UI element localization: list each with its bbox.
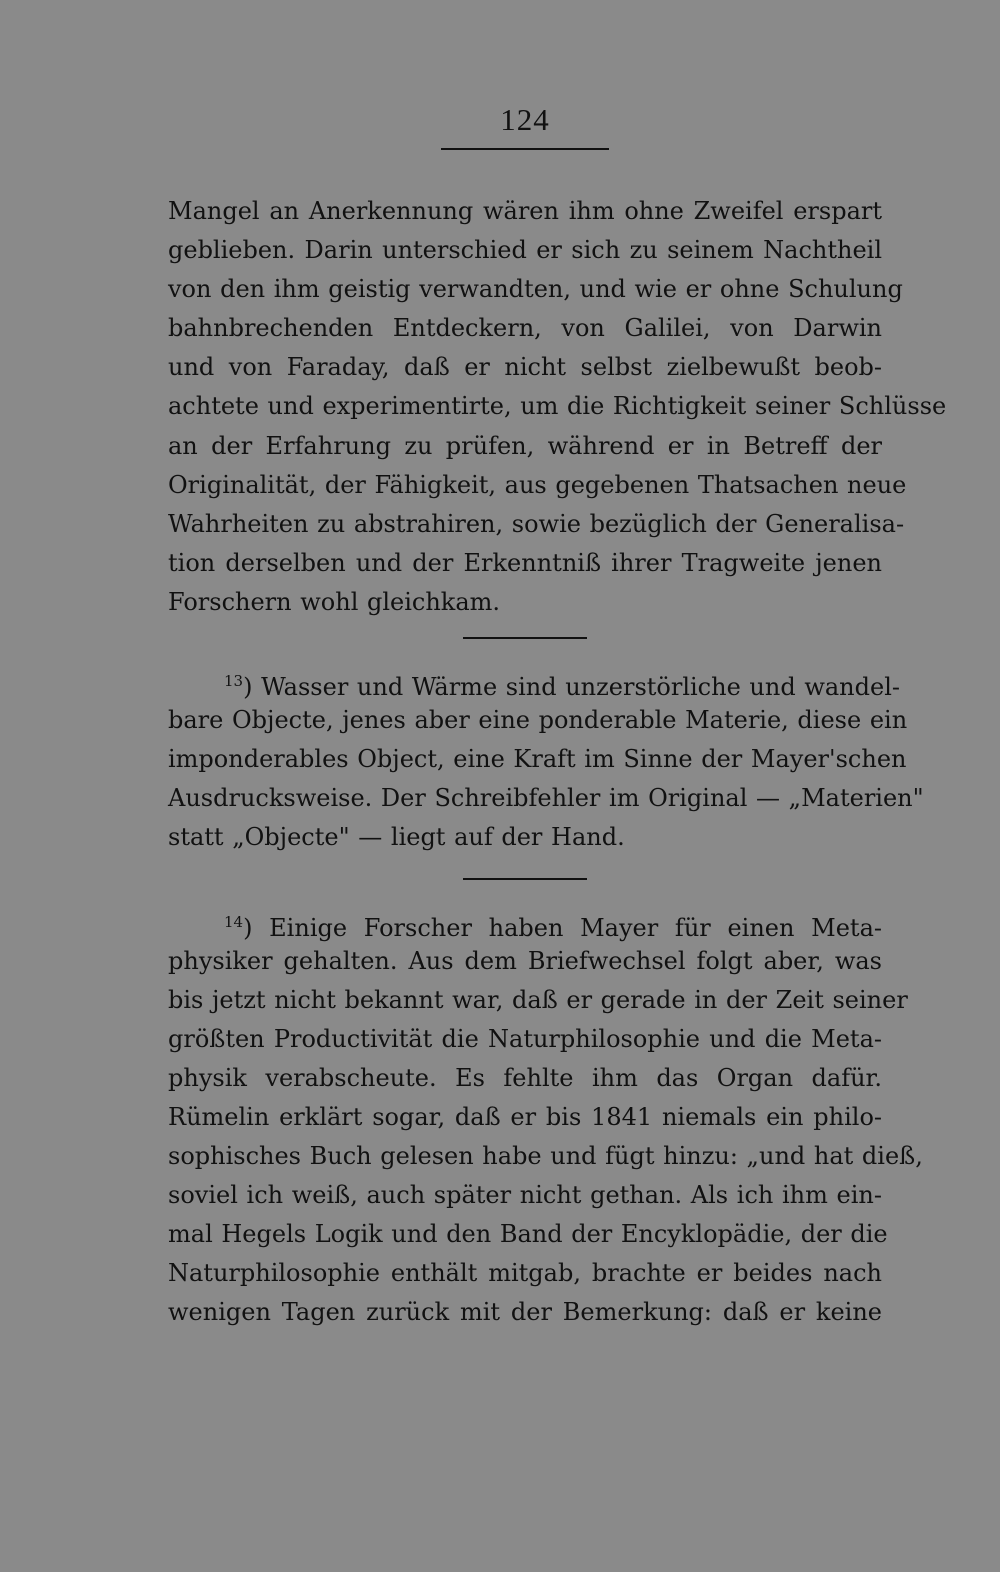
footnote-first-line-text: ) Einige Forscher haben Mayer für einen Meta- [243,913,882,942]
footnote-first-line [168,903,882,942]
text-line: Originalität, der Fähigkeit, aus gegebenen Thatsachen neue [168,470,907,499]
text-line: bis jetzt nicht bekannt war, daß er gerade in der Zeit seiner [168,985,908,1014]
footnote-marker: 13 [224,672,244,691]
text-line: Rümelin erklärt sogar, daß er bis 1841 niemals ein philo- [168,1102,882,1131]
text-line: physik verabscheute. Es fehlte ihm das Organ dafür. [168,1063,882,1092]
text-line: sophisches Buch gelesen habe und fügt hinzu: „und hat dieß, [168,1142,923,1171]
text-line: Forschern wohl gleichkam. [168,587,501,616]
text-line: imponderables Object, eine Kraft im Sinne der Mayer'schen [168,745,907,774]
header-rule [441,148,609,150]
text-line: und von Faraday, daß er nicht selbst zielbewußt beob- [168,353,882,382]
text-line: bahnbrechenden Entdeckern, von Galilei, von Darwin [168,314,882,343]
text-line: Wahrheiten zu abstrahiren, sowie bezüglich der Generalisa- [168,509,905,538]
text-line: von den ihm geistig verwandten, und wie er ohne Schulung [168,275,903,304]
text-line: mal Hegels Logik und den Band der Encyklopädie, der die [168,1220,888,1249]
text-line: achtete und experimentirte, um die Richtigkeit seiner Schlüsse [168,392,947,421]
text-line: physiker gehalten. Aus dem Briefwechsel folgt aber, was [168,946,882,975]
footnote-first-line-text: ) Wasser und Wärme sind unzerstörliche und wandel- [243,673,900,702]
text-line: Ausdrucksweise. Der Schreibfehler im Original — „Materien" [168,784,924,813]
text-line: tion derselben und der Erkenntniß ihrer Tragweite jenen [168,548,882,577]
main-paragraph [168,192,947,622]
footnote-marker: 14 [224,912,244,931]
text-line: statt „Objecte" — liegt auf der Hand. [168,823,625,852]
footnote-13 [168,662,924,857]
text-line: geblieben. Darin unterschied er sich zu seinem Nachtheil [168,236,882,265]
text-line: bare Objecte, jenes aber eine ponderable Materie, diese ein [168,706,908,735]
text-line: an der Erfahrung zu prüfen, während er in Betreff der [168,431,882,460]
footnote-14 [168,903,923,1333]
text-line: wenigen Tagen zurück mit der Bemerkung: daß er keine [168,1298,882,1327]
footnote-first-line [168,662,900,702]
section-divider [463,637,587,639]
page-number: 124 [500,102,550,137]
book-page [168,100,947,1333]
text-line: Naturphilosophie enthält mitgab, brachte er beides nach [168,1259,882,1288]
text-line: soviel ich weiß, auch später nicht gethan. Als ich ihm ein- [168,1181,882,1210]
text-line: größten Productivität die Naturphilosophie und die Meta- [168,1024,882,1053]
section-divider [463,878,587,880]
text-line: Mangel an Anerkennung wären ihm ohne Zweifel erspart [168,197,882,225]
